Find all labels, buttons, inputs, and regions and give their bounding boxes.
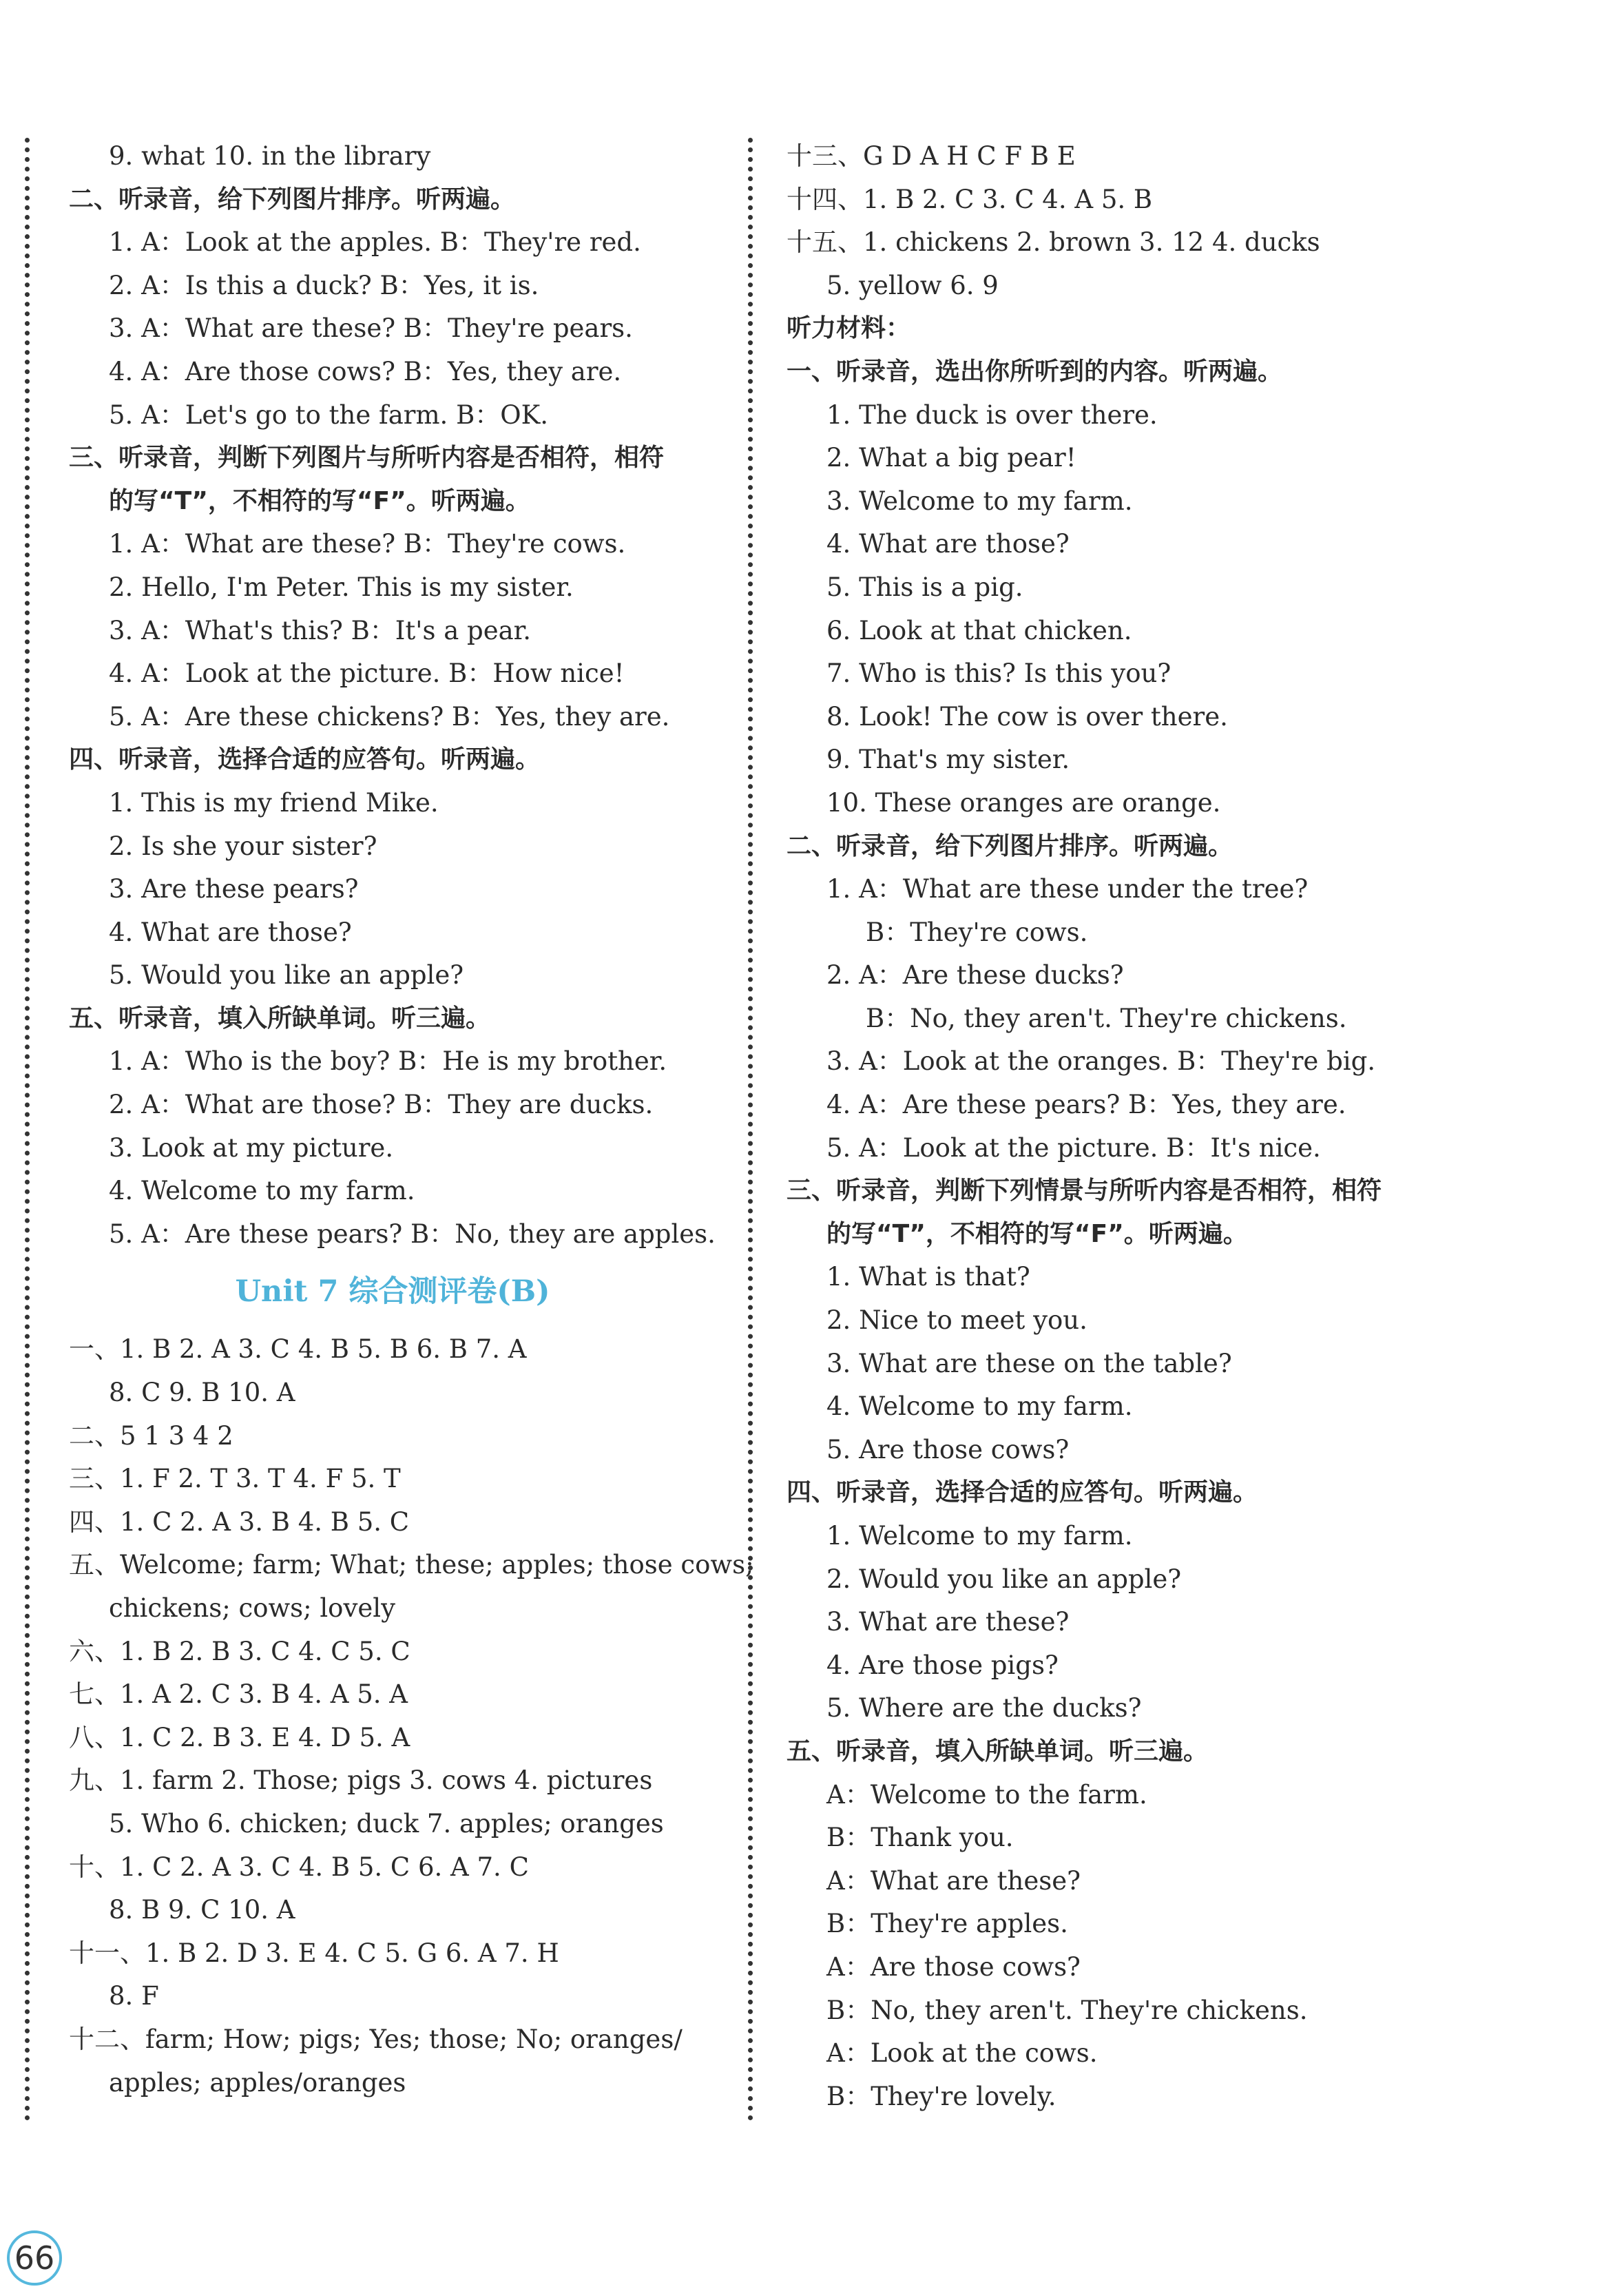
list-item: B：Thank you. [826,1823,1014,1853]
list-item: 1. What is that? [826,1262,1030,1292]
section-heading: 五、听录音，填入所缺单词。听三遍。 [787,1737,1209,1765]
list-item: 5. A：Are these pears? B：No, they are apples. [109,1219,716,1249]
unit-title: Unit 7 综合测评卷(B) [235,1274,550,1309]
answer-line: 十四、1. B 2. C 3. C 4. A 5. B [787,184,1153,214]
answer-line: chickens; cows; lovely [109,1593,395,1623]
answer-line: 8. B 9. C 10. A [109,1895,295,1925]
list-item: 5. A：Let's go to the farm. B：OK. [109,400,548,430]
section-heading: 四、听录音，选择合适的应答句。听两遍。 [69,745,541,774]
right-column [787,135,1475,2118]
answer-line: 九、1. farm 2. Those; pigs 3. cows 4. pictures [69,1765,653,1796]
page-number: 66 [7,2230,62,2286]
answer-line: 六、1. B 2. B 3. C 4. C 5. C [69,1636,410,1666]
answer-line: 四、1. C 2. A 3. B 4. B 5. C [69,1506,410,1537]
list-item: 5. A：Look at the picture. B：It's nice. [826,1132,1321,1163]
list-item: 9. That's my sister. [826,745,1070,775]
section-heading: 五、听录音，填入所缺单词。听三遍。 [69,1004,491,1033]
answer-line: 一、1. B 2. A 3. C 4. B 5. B 6. B 7. A [69,1334,527,1365]
list-item: 5. Would you like an apple? [109,960,464,991]
list-item: 3. A：Look at the oranges. B：They're big. [826,1046,1376,1077]
list-item: 1. Welcome to my farm. [826,1521,1133,1551]
left-column [69,135,754,2104]
list-item: 2. A：Are these ducks? [826,960,1124,991]
list-item: 5. Are those cows? [826,1434,1070,1464]
list-item: B：They're cows. [866,917,1088,947]
list-item: 7. Who is this? Is this you? [826,659,1172,689]
list-item: 2. A：What are those? B：They are ducks. [109,1090,654,1120]
list-item: B：No, they aren't. They're chickens. [826,1995,1308,2025]
list-item: 2. Hello, I'm Peter. This is my sister. [109,572,574,602]
section-heading: 的写“T”，不相符的写“F”。听两遍。 [109,486,530,515]
list-item: 3. Are these pears? [109,874,359,904]
answer-line: 十三、G D A H C F B E [787,141,1076,171]
section-heading: 二、听录音，给下列图片排序。听两遍。 [69,185,516,214]
list-item: 3. A：What's this? B：It's a pear. [109,615,532,645]
list-item: 4. Welcome to my farm. [826,1391,1133,1422]
answer-line: apples; apples/oranges [109,2067,406,2098]
list-item: 3. What are these? [826,1607,1070,1637]
left-dotted-rule [25,138,30,2122]
section-heading: 听力材料： [787,314,911,343]
list-item: 3. Welcome to my farm. [826,486,1133,516]
answer-line: 8. C 9. B 10. A [109,1378,295,1408]
list-item: 3. A：What are these? B：They're pears. [109,313,633,344]
list-item: 2. Nice to meet you. [826,1305,1087,1336]
list-item: 4. A：Are those cows? B：Yes, they are. [109,356,622,386]
list-item: 1. A：Look at the apples. B：They're red. [109,227,641,258]
answer-line: 十、1. C 2. A 3. C 4. B 5. C 6. A 7. C [69,1852,529,1882]
list-item: 5. This is a pig. [826,572,1023,602]
answer-line: 5. Who 6. chicken; duck 7. apples; oranges [109,1808,664,1839]
answer-line: 三、1. F 2. T 3. T 4. F 5. T [69,1464,401,1494]
answer-line: 二、5 1 3 4 2 [69,1420,233,1451]
answer-line: 七、1. A 2. C 3. B 4. A 5. A [69,1679,408,1710]
list-item: B：No, they aren't. They're chickens. [866,1003,1347,1033]
list-item: 10. These oranges are orange. [826,787,1221,818]
list-item: 1. A：What are these? B：They're cows. [109,529,626,559]
section-heading: 一、听录音，选出你所听到的内容。听两遍。 [787,357,1283,386]
list-item: 4. A：Look at the picture. B：How nice! [109,659,625,689]
answer-line: 十二、farm; How; pigs; Yes; those; No; oranges/ [69,2024,683,2054]
list-item: 2. Would you like an apple? [826,1564,1182,1594]
answer-line: 十五、1. chickens 2. brown 3. 12 4. ducks [787,227,1320,258]
list-item: 4. Are those pigs? [826,1650,1059,1680]
section-heading: 二、听录音，给下列图片排序。听两遍。 [787,831,1233,860]
list-item: 3. What are these on the table? [826,1348,1232,1378]
list-item: 6. Look at that chicken. [826,615,1132,645]
list-item: A：Look at the cows. [826,2038,1098,2069]
answer-line: 八、1. C 2. B 3. E 4. D 5. A [69,1722,410,1752]
list-item: 2. What a big pear! [826,443,1076,473]
list-item: A：Are those cows? [826,1951,1081,1982]
answer-line: 8. F [109,1981,159,2011]
list-item: 2. Is she your sister? [109,831,377,861]
answer-line: 十一、1. B 2. D 3. E 4. C 5. G 6. A 7. H [69,1938,559,1968]
list-item: 8. Look! The cow is over there. [826,701,1228,732]
list-item: A：Welcome to the farm. [826,1779,1147,1810]
section-heading: 四、听录音，选择合适的应答句。听两遍。 [787,1478,1258,1507]
list-item: 1. The duck is over there. [826,400,1158,430]
list-item: 4. What are those? [826,529,1070,559]
list-item: 1. A：Who is the boy? B：He is my brother. [109,1046,667,1077]
list-item: 4. Welcome to my farm. [109,1176,415,1206]
list-item: 5. Where are the ducks? [826,1693,1142,1723]
center-dotted-rule [748,138,753,2122]
list-item: 1. This is my friend Mike. [109,787,439,818]
list-item: B：They're lovely. [826,2081,1056,2111]
list-item: 9. what 10. in the library [109,141,431,171]
list-item: 2. A：Is this a duck? B：Yes, it is. [109,270,539,300]
list-item: B：They're apples. [826,1909,1068,1939]
section-heading: 三、听录音，判断下列情景与所听内容是否相符，相符 [787,1177,1382,1205]
list-item: 3. Look at my picture. [109,1132,394,1163]
list-item: A：What are these? [826,1865,1081,1896]
list-item: 1. A：What are these under the tree? [826,874,1309,904]
list-item: 4. A：Are these pears? B：Yes, they are. [826,1090,1346,1120]
section-heading: 的写“T”，不相符的写“F”。听两遍。 [826,1219,1248,1248]
answer-line: 五、Welcome; farm; What; these; apples; those cows; [69,1550,754,1580]
list-item: 5. A：Are these chickens? B：Yes, they are. [109,701,670,732]
answer-line: 5. yellow 6. 9 [826,270,999,300]
section-heading: 三、听录音，判断下列图片与所听内容是否相符，相符 [69,444,665,473]
list-item: 4. What are those? [109,917,352,947]
